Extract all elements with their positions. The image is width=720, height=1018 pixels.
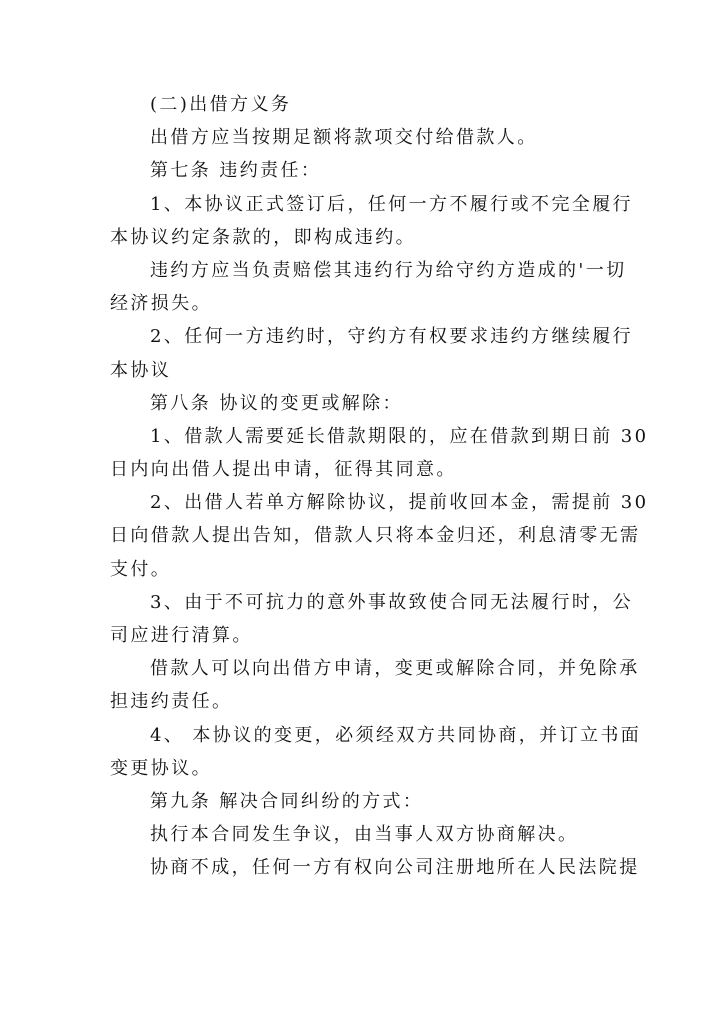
paragraph-line: 本协议	[110, 359, 172, 381]
paragraph-line: 担违约责任。	[110, 691, 233, 713]
article-8-heading: 第八条 协议的变更或解除：	[150, 392, 403, 414]
paragraph-line: 3、由于不可抗力的意外事故致使合同无法履行时，公	[150, 591, 634, 613]
paragraph-line: 2、出借人若单方解除协议，提前收回本金，需提前 30	[150, 492, 649, 514]
section-heading-lender-obligations: (二)出借方义务	[150, 94, 292, 115]
paragraph-line: 执行本合同发生争议，由当事人双方协商解决。	[150, 824, 579, 846]
paragraph-line: 支付。	[110, 558, 172, 580]
paragraph-line: 司应进行清算。	[110, 625, 253, 646]
document-page	[110, 88, 649, 885]
paragraph-line: 1、借款人需要延长借款期限的，应在借款到期日前 30	[150, 425, 649, 447]
paragraph-line: 2、任何一方违约时，守约方有权要求违约方继续履行	[150, 326, 634, 348]
article-9-heading: 第九条 解决合同纠纷的方式：	[150, 790, 424, 812]
paragraph-line: 日向借款人提出告知，借款人只将本金归还，利息清零无需	[110, 525, 641, 547]
article-7-heading: 第七条 违约责任：	[150, 160, 322, 182]
paragraph-line: 出借方应当按期足额将款项交付给借款人。	[150, 127, 538, 149]
paragraph-line: 本协议约定条款的，即构成违约。	[110, 226, 416, 248]
paragraph-line: 经济损失。	[110, 293, 212, 315]
paragraph-line: 违约方应当负责赔偿其违约行为给守约方造成的'一切	[150, 259, 627, 281]
paragraph-line: 借款人可以向出借方申请，变更或解除合同，并免除承	[150, 658, 640, 680]
paragraph-line: 日内向出借人提出申请，征得其同意。	[110, 459, 457, 481]
paragraph-line: 1、本协议正式签订后，任何一方不履行或不完全履行	[150, 193, 634, 215]
paragraph-line: 变更协议。	[110, 757, 212, 779]
paragraph-line: 4、 本协议的变更，必须经双方共同协商，并订立书面	[150, 724, 642, 746]
paragraph-line: 协商不成，任何一方有权向公司注册地所在人民法院提	[150, 857, 640, 879]
